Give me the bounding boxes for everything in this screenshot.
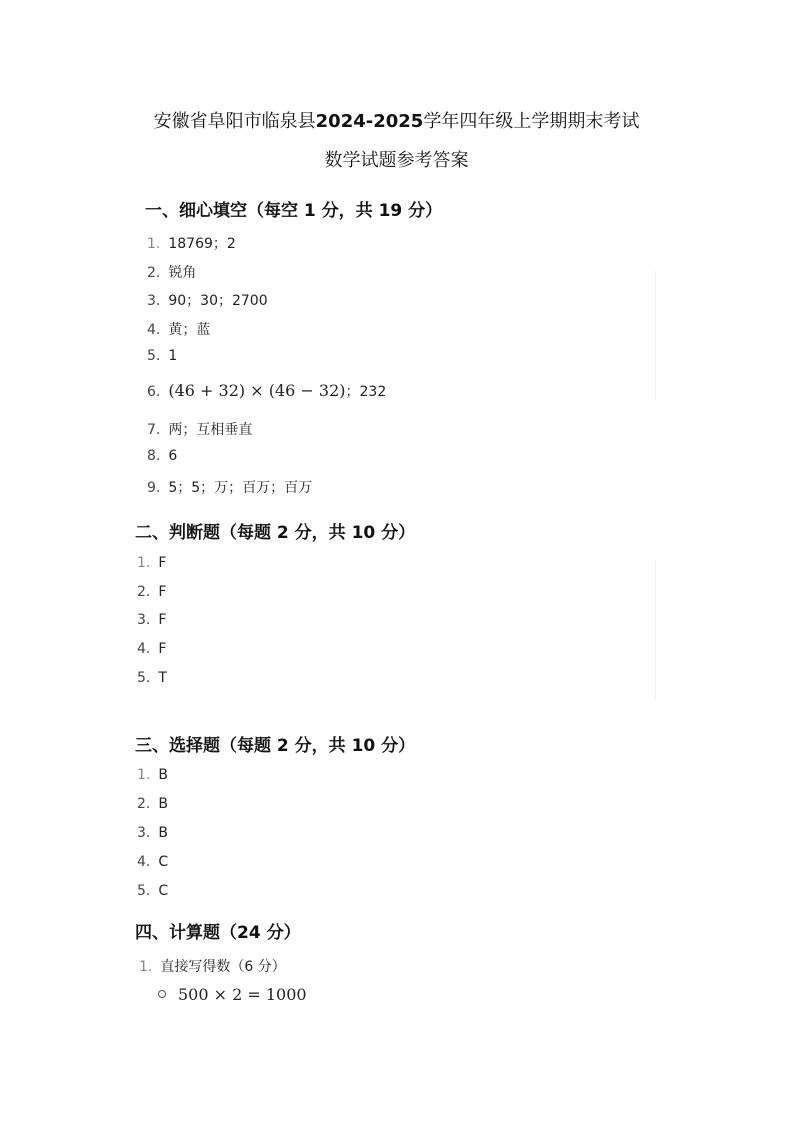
title-prefix: 安徽省阜阳市临泉县 [153, 111, 316, 132]
item-answer: 5；5；万；百万；百万 [168, 480, 313, 496]
title-year: 2024-2025 [315, 111, 424, 132]
section-heading-fill-blanks: 一、细心填空（每空 1 分，共 19 分） [145, 201, 443, 221]
list-item [137, 555, 166, 571]
list-item [137, 767, 168, 783]
item-answer: 18769；2 [168, 236, 236, 252]
item-answer: 锐角 [168, 265, 197, 281]
list-item [147, 290, 268, 310]
title-suffix: 学年四年级上学期期末考试 [423, 111, 640, 132]
list-item [137, 825, 168, 841]
item-number: 3. [137, 825, 151, 841]
section-heading-multiple-choice: 三、选择题（每题 2 分，共 10 分） [135, 736, 416, 756]
item-number: 2. [137, 584, 151, 600]
item-number: 3. [137, 612, 151, 628]
item-number: 5. [137, 883, 151, 899]
item-number: 9. [147, 480, 161, 496]
list-item [147, 381, 386, 401]
item-answer: 直接写得数（6 分） [160, 959, 286, 975]
list-item [139, 956, 286, 976]
item-answer: 两；互相垂直 [168, 422, 253, 438]
list-item [147, 319, 210, 339]
section-heading-true-false: 二、判断题（每题 2 分，共 10 分） [135, 523, 416, 543]
list-item [147, 348, 177, 364]
item-answer: F [158, 584, 167, 600]
item-number: 4. [147, 322, 161, 338]
circle-bullet-icon [158, 990, 166, 998]
item-answer: C [158, 854, 169, 870]
scan-line-artifact [655, 270, 656, 400]
list-item [137, 612, 166, 628]
item-answer: C [158, 883, 169, 899]
item-number: 1. [139, 959, 153, 975]
item-answer: F [158, 612, 167, 628]
section-heading-calculation: 四、计算题（24 分） [135, 923, 301, 943]
item-answer: B [158, 767, 168, 783]
sub-list-item [158, 985, 307, 1004]
list-item [137, 854, 168, 870]
math-expression: 500 × 2 = 1000 [178, 985, 307, 1004]
list-item [137, 641, 166, 657]
item-number: 5. [147, 348, 161, 364]
list-item [147, 419, 252, 439]
item-number: 6. [147, 384, 161, 400]
item-answer: B [158, 796, 168, 812]
item-number: 5. [137, 670, 151, 686]
list-item [137, 584, 166, 600]
item-answer: F [158, 641, 167, 657]
item-number: 4. [137, 641, 151, 657]
list-item [137, 883, 168, 899]
item-number: 3. [147, 293, 161, 309]
item-answer: F [158, 555, 167, 571]
math-expression: (46 + 32) × (46 − 32) [168, 381, 346, 400]
list-item [147, 262, 196, 282]
item-number: 1. [147, 236, 161, 252]
document-title-line1 [0, 107, 793, 133]
item-number: 2. [137, 796, 151, 812]
item-number: 7. [147, 422, 161, 438]
list-item [147, 477, 312, 497]
item-number: 1. [137, 767, 151, 783]
item-number: 8. [147, 448, 161, 464]
scan-line-artifact [655, 560, 656, 700]
item-answer: 6 [168, 448, 178, 464]
item-number: 2. [147, 265, 161, 281]
list-item [137, 796, 168, 812]
list-item [147, 233, 236, 253]
item-answer: B [158, 825, 168, 841]
list-item [147, 448, 177, 464]
item-answer: 90；30；2700 [168, 293, 268, 309]
item-answer: T [158, 670, 167, 686]
list-item [137, 670, 167, 686]
item-answer: 黄；蓝 [168, 322, 211, 338]
item-answer: 1 [168, 348, 178, 364]
document-title-line2: 数学试题参考答案 [324, 150, 469, 171]
item-answer: ；232 [345, 384, 387, 400]
item-number: 1. [137, 555, 151, 571]
item-number: 4. [137, 854, 151, 870]
